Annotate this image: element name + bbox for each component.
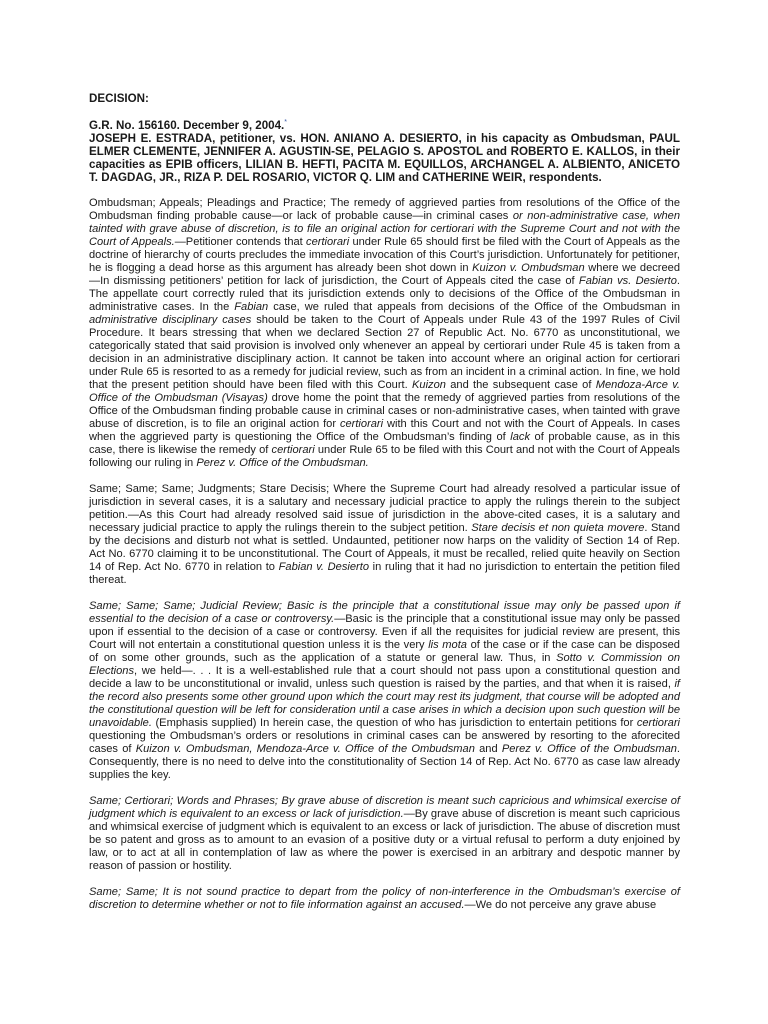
text-run: and xyxy=(474,742,502,755)
italic-text-run: if the record also presents some other ground upon which the court may rest its judgment, that course will be adopted and the constitutional question will be left for consideration until a case arises in which a decision upon such question will be unavoidable. xyxy=(89,677,680,729)
text-run: —By grave abuse of discretion is meant such capricious and whimsical exercise of judgment which is equivalent to an excess or lack of jurisdiction. The abuse of discretion must be so patent and gross as to amount to an evasion of a positive duty or a virtual refusal to perform a duty enjoined by law, or to act at all in contemplation of law as where the power is exercised in an arbitrary and despotic manner by reason of passion or hostility. xyxy=(89,807,680,872)
text-run: —As this Court had already resolved said issue of jurisdiction in the above-cited cases, it is a salutary and necessary judicial practice to apply the rulings therein to the subject petition. xyxy=(89,508,680,534)
syllabus-paragraph-4 xyxy=(89,795,680,873)
text-run: . Consequently, there is no need to delve into the constitutionality of Section 14 of Rep. Act No. 6770 as case law already supplies the key. xyxy=(89,742,681,781)
text-run: with this Court and not with the Court of Appeals. In cases when the aggrieved party is questioning the Office of the Ombudsman’s finding of xyxy=(89,417,681,443)
text-run: , we held—. . . It is a well-established rule that a court should not pass upon a constitutional question and decide a law to be unconstitutional or invalid, unless such question is raised by the parties, and that when it is raised, xyxy=(89,664,680,690)
text-run: —We do not perceive any grave abuse xyxy=(464,898,657,911)
decision-heading: DECISION: xyxy=(89,92,149,105)
text-run: under Rule 65 to be filed with this Court and not with the Court of Appeals following our ruling in xyxy=(89,443,680,469)
footnote-marker[interactable]: * xyxy=(284,119,288,126)
italic-text-run: Fabian xyxy=(234,300,269,313)
italic-text-run: Mendoza-Arce v. Office of the Ombudsman (Visayas) xyxy=(89,378,681,404)
italic-text-run: Kuizon xyxy=(412,378,446,391)
italic-text-run: Perez v. Office of the Ombudsman xyxy=(501,742,677,755)
text-run: of probable cause, as in this case, there is likewise the remedy of xyxy=(89,430,680,456)
italic-text-run: Fabian vs. Desierto xyxy=(578,274,677,287)
text-run: —Basic is the principle that a constitutional issue may only be passed upon if essential to the decision of a case or controversy. Even if all the requisites for judicial review are present, this Court will not entertain a constitutional question unless it is the very xyxy=(89,612,680,651)
text-run: Same; Same; Same; Judgments; Stare Decisis; Where the Supreme Court had already resolved a particular issue of jurisdiction in several cases, it is a salutary and necessary judicial practice to apply the rulings therein to the subject petition. xyxy=(89,482,680,521)
text-run: Ombudsman; Appeals; Pleadings and Practice; The remedy of aggrieved parties from resolutions of the Office of the Ombudsman finding probable cause—or lack of probable cause—in criminal cases xyxy=(89,196,680,222)
text-run: where we decreed—In dismissing petitioners’ petition for lack of jurisdiction, the Court of Appeals cited the case of xyxy=(89,261,681,287)
syllabus-paragraph-5 xyxy=(89,886,680,912)
italic-text-run: Same; Same; It is not sound practice to depart from the policy of non-interference in the Ombudsman’s exercise of discretion to determine whether or not to file information against an accused. xyxy=(89,885,680,911)
italic-text-run: lack xyxy=(510,430,530,443)
italic-text-run: certiorari xyxy=(306,235,350,248)
italic-text-run: Same; Certiorari; Words and Phrases; By grave abuse of discretion is meant such capricious and whimsical exercise of judgment which is equivalent to an excess or lack of jurisdiction. xyxy=(89,794,680,820)
italic-text-run: administrative disciplinary cases xyxy=(89,313,252,326)
text-run: case, we ruled that appeals from decisions of the Office of the Ombudsman in xyxy=(268,300,680,313)
text-run: —Petitioner contends that xyxy=(174,235,307,248)
text-run: . Stand by the decisions and disturb not what is settled. Undaunted, petitioner now harps on the validity of Section 14 of Rep. Act No. 6770 claiming it to be unconstitutional. The Court of Appeals, it must be recalled, relied quite heavily on Section 14 of Rep. Act No. 6770 in relation to xyxy=(89,521,681,573)
case-number xyxy=(89,116,680,132)
italic-text-run: certiorari xyxy=(339,417,384,430)
text-run: in ruling that it had no jurisdiction to entertain the petition filed thereat. xyxy=(89,560,680,586)
italic-text-run: Kuizon v. Ombudsman, Mendoza-Arce v. Office of the Ombudsman xyxy=(135,742,475,755)
italic-text-run: Kuizon v. Ombudsman xyxy=(472,261,585,274)
text-run: questioning the Ombudsman’s orders or resolutions in criminal cases can be answered by resorting to the aforecited cases of xyxy=(89,729,680,755)
text-run: should be taken to the Court of Appeals under Rule 43 of the 1997 Rules of Civil Procedure. It bears stressing that when we declared Section 27 of Republic Act. No. 6770 as unconstitutional, we categorically stated that said provision is involved only whenever an appeal by certiorari under Rule 45 is taken from a decision in an administrative disciplinary action. It cannot be taken into account where an original action for certiorari under Rule 65 is resorted to as a remedy for judicial review, such as from an incident in a criminal action. In fine, we hold that the present petition should have been filed with this Court. xyxy=(89,313,680,391)
syllabus-paragraph-2 xyxy=(89,483,680,587)
text-run: . The appellate court correctly ruled that its jurisdiction extends only to decisions of the Office of the Ombudsman in administrative cases. In the xyxy=(89,274,680,313)
text-run: of the case or if the case can be disposed of on some other grounds, such as the application of a statute or general law. Thus, in xyxy=(89,638,680,664)
syllabus-paragraph-1 xyxy=(89,197,680,470)
italic-text-run: certiorari xyxy=(271,443,315,456)
italic-text-run: Sotto v. Commission on Elections xyxy=(89,651,680,677)
gr-number-text: G.R. No. 156160. December 9, 2004. xyxy=(89,118,285,132)
text-run: and the subsequent case of xyxy=(445,378,596,391)
italic-text-run: lis mota xyxy=(428,638,467,651)
italic-text-run: Fabian v. Desierto xyxy=(278,560,369,573)
case-parties: JOSEPH E. ESTRADA, petitioner, vs. HON. ANIANO A. DESIERTO, in his capacity as Ombudsman, PAUL ELMER CLEMENTE, JENNIFER A. AGUSTIN-SE, PELAGIO S. APOSTOL and ROBERTO E. KALLOS, in their capacities as EPIB officers, LILIAN B. HEFTI, PACITA M. EQUILLOS, ARCHANGEL A. ALBIENTO, ANICETO T. DAGDAG, JR., RIZA P. DEL ROSARIO, VICTOR Q. LIM and CATHERINE WEIR, respondents. xyxy=(89,131,680,184)
syllabus-paragraph-3 xyxy=(89,600,680,782)
italic-text-run: Same; Same; Same; Judicial Review; Basic is the principle that a constitutional issue may only be passed upon if essential to the decision of a case or controversy. xyxy=(89,599,680,625)
text-run: drove home the point that the remedy of aggrieved parties from resolutions of the Office of the Ombudsman finding probable cause in criminal cases or non-administrative cases, when tainted with grave abuse of discretion, is to file an original action for xyxy=(89,391,680,430)
italic-text-run: Perez v. Office of the Ombudsman. xyxy=(196,456,369,469)
text-run: under Rule 65 should first be filed with the Court of Appeals as the doctrine of hierarchy of courts precludes the immediate invocation of this Court’s jurisdiction. Unfortunately for petitioner, he is flogging a dead horse as this argument has already been shot down in xyxy=(89,235,680,274)
text-run: (Emphasis supplied) In herein case, the question of who has jurisdiction to entertain petitions for xyxy=(151,716,637,729)
italic-text-run: or non-administrative case, when tainted with grave abuse of discretion, is to file an original action for certiorari with the Supreme Court and not with the Court of Appeals. xyxy=(89,209,680,248)
italic-text-run: Stare decisis et non quieta movere xyxy=(471,521,645,534)
italic-text-run: certiorari xyxy=(636,716,680,729)
